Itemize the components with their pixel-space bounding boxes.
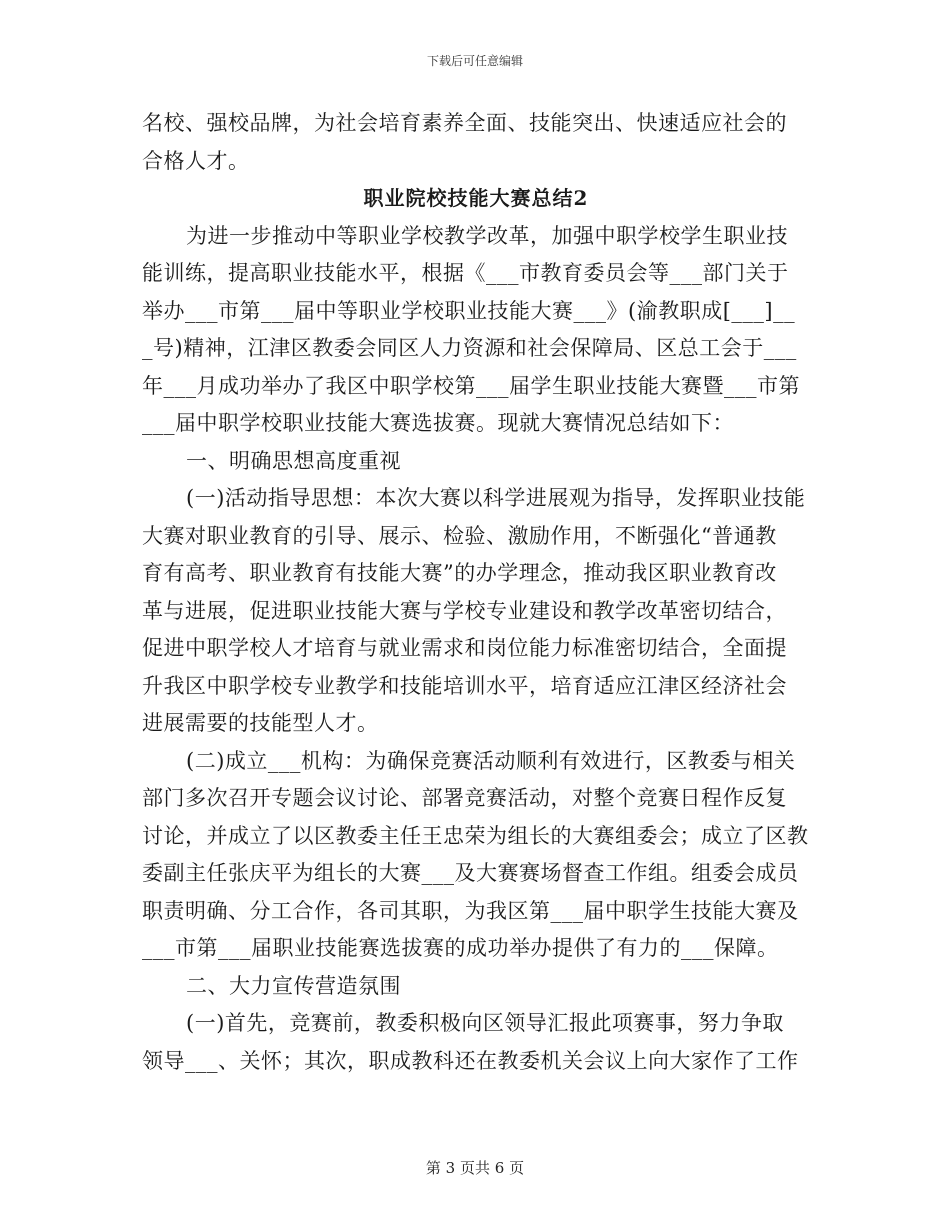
body-line: (二)成立___机构：为确保竞赛活动顺利有效进行，区教委与相关: [186, 748, 796, 773]
body-line: 举办___市第___届中等职业学校职业技能大赛___》(渝教职成[___]__: [142, 298, 796, 323]
body-line: (一)首先，竞赛前，教委积极向区领导汇报此项赛事，努力争取: [186, 1011, 784, 1035]
page-header-note: 下载后可任意编辑: [426, 54, 523, 68]
body-line: 委副主任张庆平为组长的大赛___及大赛赛场督查工作组。组委会成员: [142, 861, 799, 885]
body-line: 职责明确、分工合作，各司其职，为我区第___届中职学生技能大赛及: [142, 898, 799, 923]
page-number: 第 3 页共 6 页: [425, 1159, 525, 1177]
body-line: 能训练，提高职业技能水平，根据《___市教育委员会等___部门关于: [142, 261, 789, 285]
document-body: [142, 105, 810, 1080]
body-line: 革与进展，促进职业技能大赛与学校专业建设和教学改革密切结合，: [142, 598, 787, 623]
body-line: 名校、强校品牌，为社会培育素养全面、技能突出、快速适应社会的: [142, 111, 787, 135]
body-line: 为进一步推动中等职业学校教学改革，加强中职学校学生职业技: [186, 223, 788, 248]
body-line: 讨论，并成立了以区教委主任王忠荣为组长的大赛组委会；成立了区教: [142, 823, 809, 848]
body-line: 大赛对职业教育的引导、展示、检验、激励作用，不断强化“普通教: [142, 523, 777, 548]
subheading: 二、大力宣传营造氛围: [186, 973, 401, 998]
body-line: 领导___、关怀；其次，职成教科还在教委机关会议上向大家作了工作: [142, 1048, 799, 1073]
body-line: ___届中职学校职业技能大赛选拔赛。现就大赛情况总结如下：: [142, 411, 734, 435]
body-line: 部门多次召开专题会议讨论、部署竞赛活动，对整个竞赛日程作反复: [142, 786, 787, 810]
body-line: 育有高考、职业教育有技能大赛”的办学理念，推动我区职业教育改: [142, 561, 777, 585]
section-title: 职业院校技能大赛总结2: [363, 186, 589, 210]
body-line: 合格人才。: [142, 148, 250, 173]
body-line: 年___月成功举办了我区中职学校第___届学生职业技能大赛暨___市第: [142, 373, 800, 398]
body-line: 升我区中职学校专业教学和技能培训水平，培育适应江津区经济社会: [142, 673, 787, 698]
body-line: 进展需要的技能型人才。: [142, 711, 379, 735]
body-line: 促进中职学校人才培育与就业需求和岗位能力标准密切结合，全面提: [142, 636, 787, 660]
body-line: _号)精神，江津区教委会同区人力资源和社会保障局、区总工会于___: [142, 336, 797, 360]
subheading: 一、明确思想高度重视: [186, 448, 401, 473]
body-line: ___市第___届职业技能赛选拔赛的成功举办提供了有力的___保障。: [142, 936, 779, 960]
body-line: (一)活动指导思想：本次大赛以科学进展观为指导，发挥职业技能: [186, 486, 806, 510]
